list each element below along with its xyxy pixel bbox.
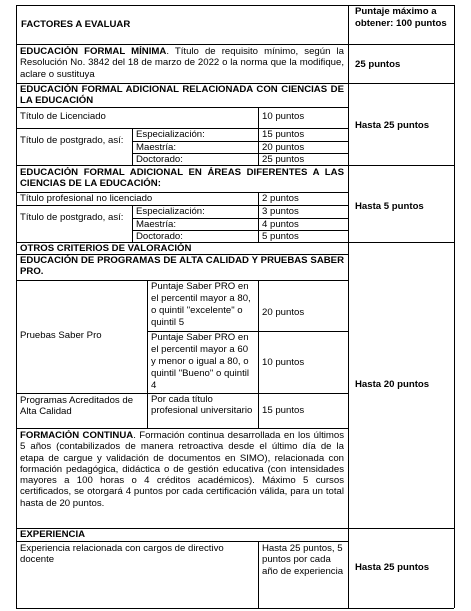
no-licenciado-points: 2 puntos — [262, 193, 299, 204]
saber-pro-criterion-2: Puntaje Saber PRO en el percentil mayor a 60 y menor o igual a 80, o quintil "Bueno" o quintil 4 — [151, 332, 250, 391]
especializacion-label-diferentes: Especialización: — [136, 206, 205, 217]
otros-max: Hasta 20 puntos — [355, 379, 430, 390]
saber-pro-label: Pruebas Saber Pro — [20, 330, 102, 341]
saber-pro-criterion-1: Puntaje Saber PRO en el percentil mayor a 80, o quintil "excelente" o quintil 5 — [151, 281, 251, 328]
experiencia-points: Hasta 25 puntos, 5 puntos por cada año de experiencia — [262, 543, 344, 577]
no-licenciado-label: Título profesional no licenciado — [20, 193, 153, 204]
licenciado-points: 10 puntos — [262, 111, 305, 122]
maestria-label-relacionada: Maestría: — [136, 142, 176, 153]
experiencia-label: Experiencia relacionada con cargos de directivo docente — [20, 543, 224, 566]
maestria-label-diferentes: Maestría: — [136, 219, 176, 230]
formal-minima-text — [20, 46, 344, 80]
formal-minima-score: 25 puntos — [355, 59, 401, 70]
licenciado-label: Título de Licenciado — [20, 111, 106, 122]
postgrado-label-relacionada: Título de postgrado, así: — [20, 135, 124, 146]
especializacion-points-diferentes: 3 puntos — [262, 206, 299, 217]
formacion-continua-text — [20, 430, 344, 509]
postgrado-label-diferentes: Título de postgrado, así: — [20, 212, 124, 223]
acreditados-criterion: Por cada título profesional universitario — [151, 394, 253, 417]
experiencia-title: EXPERIENCIA — [20, 529, 86, 540]
max-score-header: Puntaje máximo a obtener: 100 puntos — [355, 6, 447, 29]
formal-minima-description: . Título de requisito mínimo, según la Resolución No. 3842 del 18 de marzo de 2022 o la norma que la modifique, aclare o sustituya — [20, 46, 344, 80]
especializacion-label-relacionada: Especialización: — [136, 129, 205, 140]
adicional-diferentes-max: Hasta 5 puntos — [355, 201, 424, 212]
adicional-relacionada-title: EDUCACIÓN FORMAL ADICIONAL RELACIONADA CON CIENCIAS DE LA EDUCACIÓN — [20, 84, 344, 107]
maestria-points-relacionada: 20 puntos — [262, 142, 305, 153]
doctorado-label-relacionada: Doctorado: — [136, 154, 183, 165]
experiencia-max: Hasta 25 puntos — [355, 562, 430, 573]
maestria-points-diferentes: 4 puntos — [262, 219, 299, 230]
programas-calidad-title: EDUCACIÓN DE PROGRAMAS DE ALTA CALIDAD Y PRUEBAS SABER PRO. — [20, 255, 344, 278]
saber-pro-points-2: 10 puntos — [262, 357, 305, 368]
formacion-continua-title: FORMACIÓN CONTINUA — [20, 430, 134, 441]
saber-pro-points-1: 20 puntos — [262, 307, 305, 318]
acreditados-label: Programas Acreditados de Alta Calidad — [20, 395, 134, 418]
acreditados-points: 15 puntos — [262, 405, 305, 416]
formacion-continua-description: . Formación continua desarrollada en los últimos 5 años (contabilizados de manera retroactiva desde el último día de la etapa de cargue y validación de documentos en SIMO), relacionada con formación pedagógica, didáctica o de gestión educativa (con intensidades mayores a 100 horas o 4 créditos académicos). Máximo 5 cursos certificados, se otorgará 4 puntos por cada certificación válida, para un total hasta de 20 puntos. — [20, 430, 344, 509]
doctorado-label-diferentes: Doctorado: — [136, 231, 183, 242]
adicional-diferentes-title: EDUCACIÓN FORMAL ADICIONAL EN ÁREAS DIFERENTES A LAS CIENCIAS DE LA EDUCACIÓN: — [20, 167, 344, 190]
doctorado-points-diferentes: 5 puntos — [262, 231, 299, 242]
formal-minima-title: EDUCACIÓN FORMAL MÍNIMA — [20, 46, 167, 57]
especializacion-points-relacionada: 15 puntos — [262, 129, 305, 140]
adicional-relacionada-max: Hasta 25 puntos — [355, 120, 430, 131]
factors-header: FACTORES A EVALUAR — [21, 19, 131, 30]
doctorado-points-relacionada: 25 puntos — [262, 154, 305, 165]
otros-criterios-title: OTROS CRITERIOS DE VALORACIÓN — [20, 243, 192, 254]
